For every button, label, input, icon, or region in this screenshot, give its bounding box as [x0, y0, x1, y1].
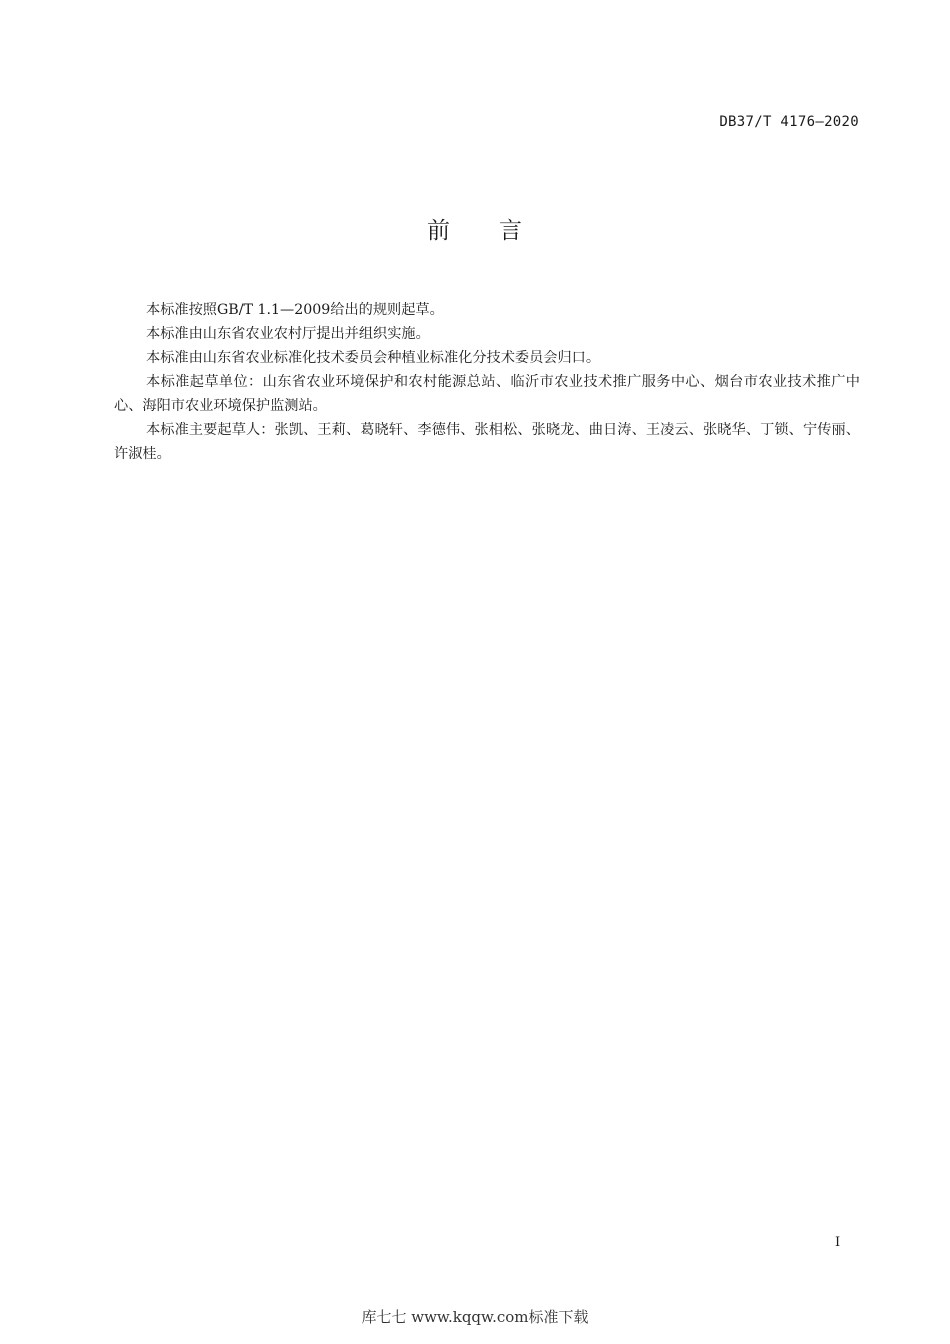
paragraph-proposer: 本标准由山东省农业农村厅提出并组织实施。	[146, 326, 430, 342]
page-title	[0, 212, 950, 245]
paragraph-drafters: 本标准主要起草人：张凯、王莉、葛晓轩、李德伟、张相松、张晓龙、曲日涛、王凌云、张晓华、丁锁、宁传丽、许淑桂。	[114, 422, 860, 462]
title-char-1: 前	[427, 218, 451, 244]
title-char-2: 言	[499, 218, 523, 244]
paragraph-drafting-units: 本标准起草单位：山东省农业环境保护和农村能源总站、临沂市农业技术推广服务中心、烟台市农业技术推广中心、海阳市农业环境保护监测站。	[114, 374, 860, 414]
foreword-body	[114, 298, 860, 466]
paragraph-drafting-rules: 本标准按照GB/T 1.1—2009给出的规则起草。	[146, 302, 444, 318]
footer-watermark: 库七七 www.kqqw.com标准下载	[361, 1308, 589, 1326]
page-number: I	[835, 1235, 841, 1250]
paragraph-committee: 本标准由山东省农业标准化技术委员会种植业标准化分技术委员会归口。	[146, 350, 601, 366]
standard-number: DB37/T 4176—2020	[719, 114, 859, 130]
